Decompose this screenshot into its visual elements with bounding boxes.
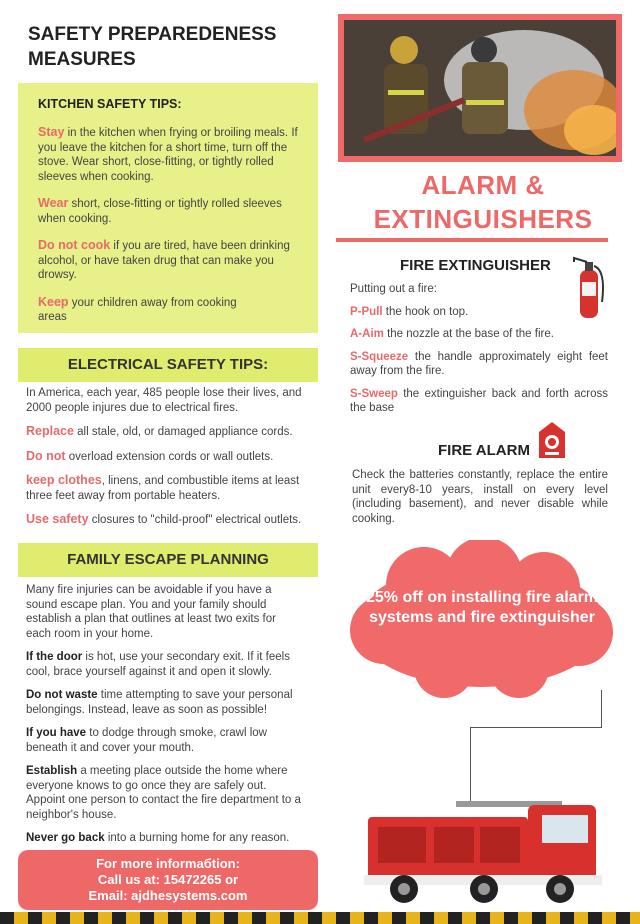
pass-step: S-Squeeze the handle approximately eight feet away from the fire. (350, 350, 608, 377)
title-divider (336, 238, 608, 242)
electrical-intro: In America, each year, 485 people lose their lives, and 2000 people injures due to electrical fires. (26, 387, 302, 414)
kitchen-heading: KITCHEN SAFETY TIPS: (38, 97, 182, 111)
firefighters-photo-frame (338, 14, 622, 162)
family-heading: FAMILY ESCAPE PLANNING (18, 543, 318, 577)
kitchen-tip: Do not cook if you are tired, have been drinking alcohol, or have taken drug that can make you drowsy. (38, 238, 290, 281)
kitchen-safety-box (18, 83, 318, 333)
fire-alarm-icon (537, 420, 567, 460)
extinguisher-section (350, 282, 608, 424)
pass-step: S-Sweep the extinguisher back and forth across the base (350, 387, 608, 414)
electrical-heading: ELECTRICAL SAFETY TIPS: (18, 348, 318, 382)
connector-line (470, 727, 471, 802)
connector-line (470, 727, 602, 728)
electrical-tip: keep clothes, linens, and combustible items at least three feet away from portable heaters. (26, 473, 300, 502)
electrical-section (26, 386, 310, 537)
extinguisher-intro: Putting out a fire: (350, 283, 437, 295)
fire-alarm-text: Check the batteries constantly, replace the entire unit every8-10 years, install on every level (including basement), and never disable while cooking. (352, 469, 608, 525)
pass-step: A-Aim the nozzle at the base of the fire. (350, 328, 554, 340)
firefighters-photo (344, 20, 616, 156)
family-intro: Many fire injuries can be avoidable if you have a sound escape plan. You and your family should establish a plan that outlines at least two exits for each room in your home. (26, 584, 276, 640)
connector-line (601, 690, 602, 728)
family-tip: If you have to dodge through smoke, crawl low beneath it and cover your mouth. (26, 727, 267, 754)
offer-text: 25% off on installing fire alarm systems and fire extinguisher (365, 589, 599, 626)
kitchen-tip: Keep your children away from cooking areas (38, 294, 237, 323)
page-title: SAFETY PREPAREDENESS MEASURES (28, 24, 277, 70)
contact-box (18, 850, 318, 910)
contact-email: Email: ajdhesystems.com (88, 888, 248, 903)
family-section (26, 583, 302, 855)
fire-alarm-heading: FIRE ALARM (438, 442, 530, 459)
family-tip: Establish a meeting place outside the home where everyone knows to go once they are safely out. Appoint one person to contact the fire department to a neighbor's house. (26, 765, 301, 821)
contact-line: For more informaбtion: (96, 856, 240, 871)
electrical-tip: Replace all stale, old, or damaged appliance cords. (26, 424, 293, 438)
alarm-extinguishers-title: ALARM & EXTINGUISHERS (373, 170, 593, 234)
hazard-stripe (0, 912, 640, 924)
kitchen-tip: Wear short, close-fitting or tightly rolled sleeves when cooking. (38, 196, 282, 225)
family-tip: If the door is hot, use your secondary exit. If it feels cool, brace yourself against it and open it slowly. (26, 651, 290, 678)
electrical-tip: Use safety closures to "child-proof" electrical outlets. (26, 512, 302, 526)
fire-truck-image (364, 795, 602, 907)
contact-phone: Call us at: 15472265 or (97, 872, 239, 887)
family-tip: Never go back into a burning home for any reason. (26, 832, 290, 844)
fire-extinguisher-heading: FIRE EXTINGUISHER (400, 257, 551, 274)
kitchen-tip: Stay in the kitchen when frying or broiling meals. If you leave the kitchen for a short time, turn off the stove. Wear short, close-fitting, or tightly rolled sleeves when cooking. (38, 125, 298, 183)
pass-step: P-Pull the hook on top. (350, 305, 469, 318)
electrical-tip: Do not overload extension cords or wall outlets. (26, 448, 274, 463)
family-tip: Do not waste time attempting to save your personal belongings. Instead, leave as soon as possible! (26, 689, 293, 716)
